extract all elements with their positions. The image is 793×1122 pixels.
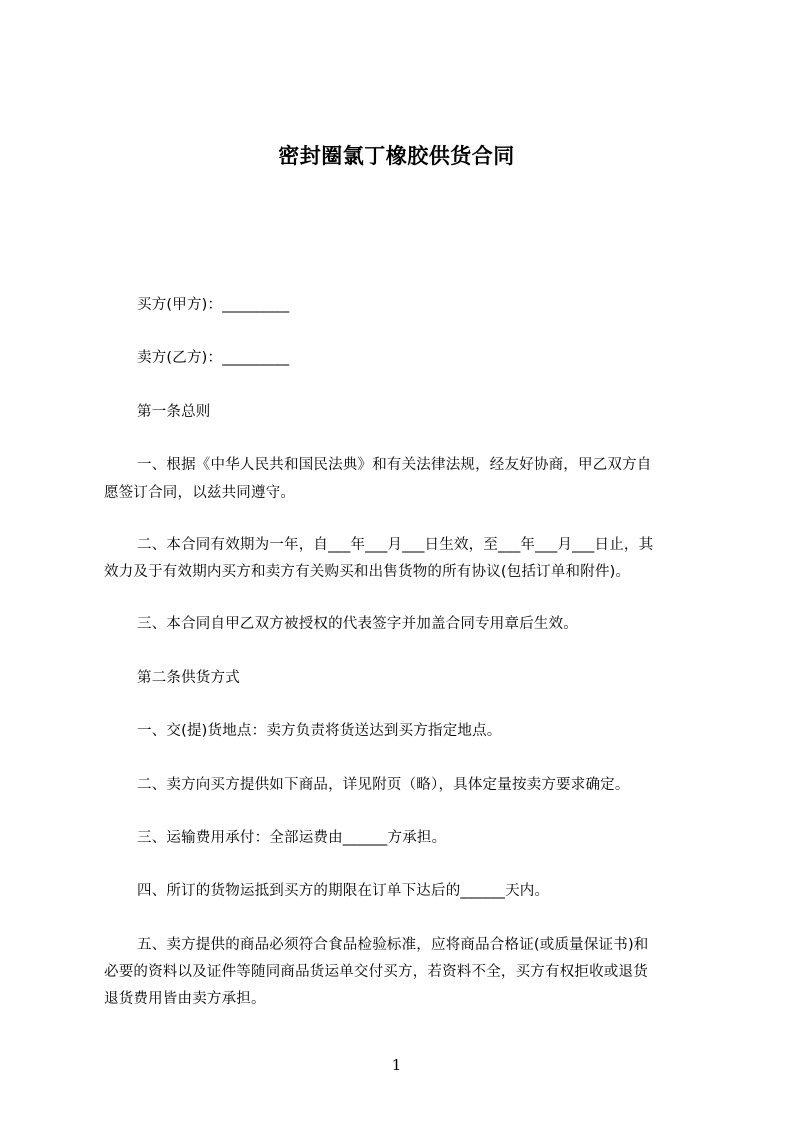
paragraph-line: 五、卖方提供的商品必须符合食品检验标准，应将商品合格证(或质量保证书)和 — [137, 937, 649, 953]
paragraph-line: 愿签订合同，以兹共同遵守。 — [104, 485, 296, 501]
paragraph-line: 三、本合同自甲乙双方被授权的代表签字并加盖合同专用章后生效。 — [137, 616, 578, 632]
paragraph-line: 必要的资料以及证件等随同商品货运单交付买方，若资料不全，买方有权拒收或退货 — [104, 964, 648, 980]
buyer-line: 买方(甲方)：_________ — [137, 297, 290, 313]
section-heading-supply: 第二条供货方式 — [137, 670, 240, 686]
section-heading-general: 第一条总则 — [137, 404, 211, 420]
paragraph-line: 二、卖方向买方提供如下商品，详见附页（略），具体定量按卖方要求确定。 — [137, 777, 630, 793]
paragraph-line: 一、交(提)货地点：卖方负责将货送达到买方指定地点。 — [137, 723, 502, 739]
paragraph-line: 退货费用皆由卖方承担。 — [104, 991, 266, 1007]
paragraph-line: 一、根据《中华人民共和国民法典》和有关法律法规，经友好协商，甲乙双方自 — [137, 457, 652, 473]
paragraph-line: 三、运输费用承付：全部运费由______方承担。 — [137, 830, 447, 846]
paragraph-line: 四、所订的货物运抵到买方的期限在订单下达后的______天内。 — [137, 883, 550, 899]
document-title: 密封圈氯丁橡胶供货合同 — [278, 144, 515, 168]
page-number: 1 — [391, 1056, 402, 1074]
paragraph-line: 效力及于有效期内买方和卖方有关购买和出售货物的所有协议(包括订单和附件)。 — [104, 564, 631, 580]
seller-line: 卖方(乙方)：_________ — [137, 350, 290, 366]
paragraph-line: 二、本合同有效期为一年，自___年___月___日生效，至___年___月___日止，其 — [137, 537, 654, 553]
